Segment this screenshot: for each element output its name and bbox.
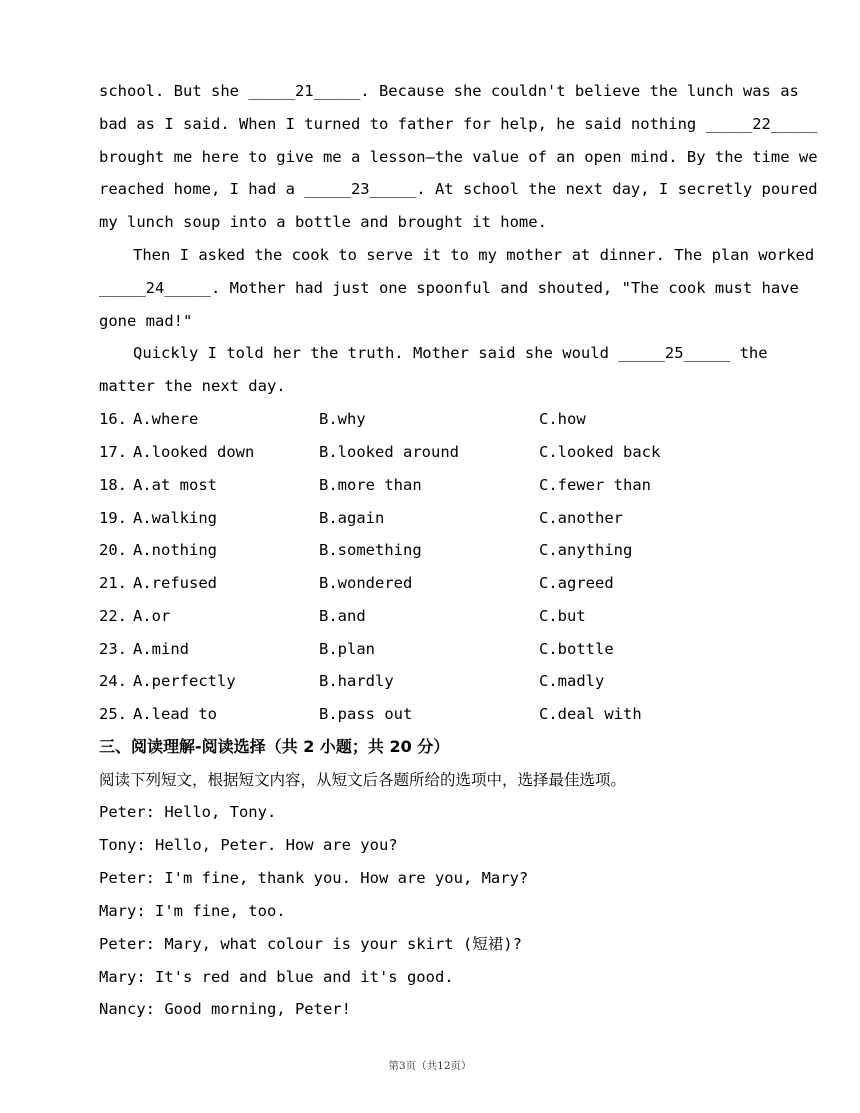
option-c[interactable]: C.fewer than xyxy=(539,476,651,494)
option-b[interactable]: B.wondered xyxy=(319,574,413,592)
option-a[interactable]: A.lead to xyxy=(133,705,217,723)
passage-line: bad as I said. When I turned to father for help, he said nothing _____22_____ xyxy=(99,115,818,133)
question-number: 20. xyxy=(99,541,127,559)
option-a[interactable]: A.or xyxy=(133,607,171,625)
passage-line: my lunch soup into a bottle and brought it home. xyxy=(99,213,547,231)
option-c[interactable]: C.agreed xyxy=(539,574,614,592)
dialogue-line: Nancy: Good morning, Peter! xyxy=(99,1000,351,1018)
dialogue-line: Mary: It's red and blue and it's good. xyxy=(99,968,454,986)
dialogue-line: Mary: I'm fine, too. xyxy=(99,902,286,920)
option-c[interactable]: C.another xyxy=(539,509,623,527)
question-number: 22. xyxy=(99,607,127,625)
option-a[interactable]: A.at most xyxy=(133,476,217,494)
question-number: 24. xyxy=(99,672,127,690)
dialogue-line: Peter: Hello, Tony. xyxy=(99,803,277,821)
passage-line: _____24_____. Mother had just one spoonful and shouted, "The cook must have xyxy=(99,279,799,297)
question-number: 21. xyxy=(99,574,127,592)
section-heading: 三、阅读理解-阅读选择（共 2 小题；共 20 分） xyxy=(99,737,450,756)
dialogue-line: Peter: Mary, what colour is your skirt (短裙)? xyxy=(99,935,522,953)
option-b[interactable]: B.hardly xyxy=(319,672,394,690)
option-a[interactable]: A.refused xyxy=(133,574,217,592)
option-a[interactable]: A.walking xyxy=(133,509,217,527)
option-c[interactable]: C.bottle xyxy=(539,640,614,658)
dialogue-line: Tony: Hello, Peter. How are you? xyxy=(99,836,398,854)
option-a[interactable]: A.nothing xyxy=(133,541,217,559)
option-b[interactable]: B.something xyxy=(319,541,422,559)
question-number: 25. xyxy=(99,705,127,723)
dialogue-line: Peter: I'm fine, thank you. How are you, Mary? xyxy=(99,869,529,887)
option-c[interactable]: C.but xyxy=(539,607,586,625)
option-c[interactable]: C.madly xyxy=(539,672,605,690)
passage-line: brought me here to give me a lesson—the value of an open mind. By the time we xyxy=(99,148,818,166)
section-instruction: 阅读下列短文，根据短文内容，从短文后各题所给的选项中，选择最佳选项。 xyxy=(99,771,627,789)
option-c[interactable]: C.looked back xyxy=(539,443,661,461)
question-number: 16. xyxy=(99,410,127,428)
option-c[interactable]: C.how xyxy=(539,410,586,428)
option-c[interactable]: C.deal with xyxy=(539,705,642,723)
passage-line: school. But she _____21_____. Because she couldn't believe the lunch was as xyxy=(99,82,799,100)
option-b[interactable]: B.looked around xyxy=(319,443,459,461)
question-number: 17. xyxy=(99,443,127,461)
option-a[interactable]: A.looked down xyxy=(133,443,255,461)
passage-line: gone mad!" xyxy=(99,312,193,330)
option-a[interactable]: A.mind xyxy=(133,640,189,658)
passage-line: matter the next day. xyxy=(99,377,286,395)
option-c[interactable]: C.anything xyxy=(539,541,633,559)
question-number: 19. xyxy=(99,509,127,527)
option-b[interactable]: B.plan xyxy=(319,640,375,658)
option-b[interactable]: B.why xyxy=(319,410,366,428)
question-number: 18. xyxy=(99,476,127,494)
page-footer: 第3页（共12页） xyxy=(388,1060,472,1072)
passage-line: reached home, I had a _____23_____. At school the next day, I secretly poured xyxy=(99,180,818,198)
option-b[interactable]: B.pass out xyxy=(319,705,413,723)
passage-line: Quickly I told her the truth. Mother said she would _____25_____ the xyxy=(133,344,768,362)
option-b[interactable]: B.again xyxy=(319,509,385,527)
option-a[interactable]: A.perfectly xyxy=(133,672,236,690)
passage-line: Then I asked the cook to serve it to my mother at dinner. The plan worked xyxy=(133,246,815,264)
question-number: 23. xyxy=(99,640,127,658)
option-b[interactable]: B.and xyxy=(319,607,366,625)
option-a[interactable]: A.where xyxy=(133,410,199,428)
option-b[interactable]: B.more than xyxy=(319,476,422,494)
